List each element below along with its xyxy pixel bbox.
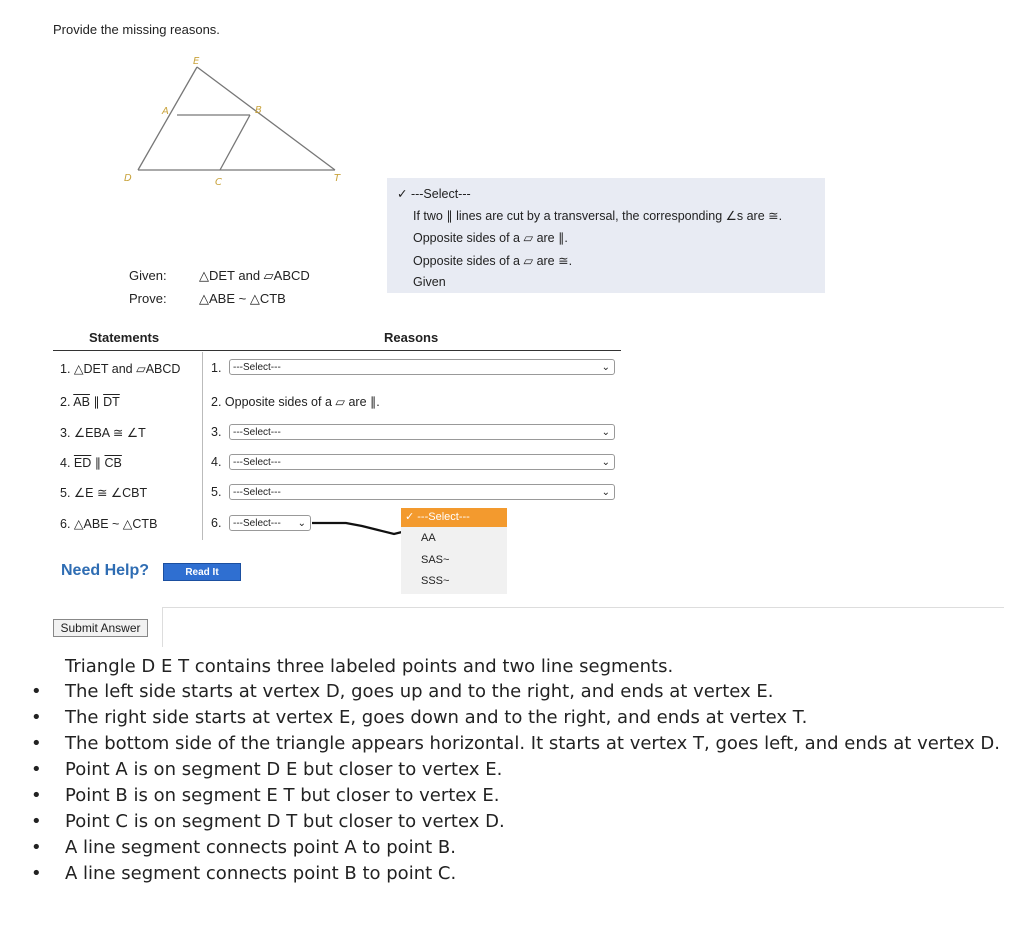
dropdown-option[interactable]: AA <box>421 532 436 544</box>
popup-option[interactable]: Given <box>413 275 446 289</box>
chevron-down-icon: ⌄ <box>601 427 610 438</box>
column-divider <box>202 352 203 540</box>
description-item: • The right side starts at vertex E, goes down and to the right, and ends at vertex T. <box>65 706 1010 729</box>
reason-6-select[interactable]: ---Select--- ⌄ <box>229 515 311 531</box>
chevron-down-icon: ⌄ <box>601 487 610 498</box>
segment-bc <box>220 115 250 170</box>
given-text: △DET and ▱ABCD <box>199 268 310 283</box>
reason-5-num: 5. <box>211 485 222 499</box>
label-e: E <box>193 56 200 67</box>
description-item: • Point C is on segment D T but closer to vertex D. <box>65 810 1010 833</box>
chevron-down-icon: ⌄ <box>297 518 306 529</box>
label-a: A <box>162 106 169 117</box>
label-c: C <box>215 177 222 188</box>
need-help-label: Need Help? <box>61 562 150 579</box>
chevron-down-icon: ⌄ <box>601 362 610 373</box>
description-item: • Point B is on segment E T but closer to vertex E. <box>65 784 1010 807</box>
panel-divider-horizontal <box>162 607 1004 608</box>
label-t: T <box>334 173 341 184</box>
reason-3-select[interactable]: ---Select--- ⌄ <box>229 424 615 440</box>
statement-1: 1. △DET and ▱ABCD <box>60 362 181 376</box>
prove-text: △ABE ~ △CTB <box>199 291 286 306</box>
read-it-button[interactable]: Read It <box>163 563 241 581</box>
popup-option[interactable]: If two ∥ lines are cut by a transversal, the corresponding ∠s are ≅. <box>413 209 783 223</box>
dropdown-option[interactable]: SSS~ <box>421 575 450 587</box>
prove-label: Prove: <box>129 291 167 306</box>
given-row <box>129 268 310 284</box>
reason-3-num: 3. <box>211 425 222 439</box>
chevron-down-icon: ⌄ <box>601 457 610 468</box>
description-item: • Point A is on segment D E but closer to vertex E. <box>65 758 1010 781</box>
dropdown-option-selected[interactable]: ✓ ---Select--- <box>401 508 507 527</box>
connector-arrow <box>310 514 410 544</box>
reason-5-select[interactable]: ---Select--- ⌄ <box>229 484 615 500</box>
reason-2-text: 2. Opposite sides of a ▱ are ∥. <box>211 395 380 409</box>
statement-3: 3. ∠EBA ≅ ∠T <box>60 426 146 440</box>
segment-et <box>197 67 335 170</box>
description-intro: Triangle D E T contains three labeled points and two line segments. <box>65 656 674 677</box>
panel-divider-vertical <box>162 607 163 647</box>
popup-option[interactable]: Opposite sides of a ▱ are ∥. <box>413 231 568 245</box>
given-label: Given: <box>129 268 167 283</box>
submit-answer-button[interactable]: Submit Answer <box>53 619 148 637</box>
reasons-header: Reasons <box>384 330 439 345</box>
label-b: B <box>255 105 262 116</box>
triangle-figure <box>110 55 350 195</box>
label-d: D <box>124 173 132 184</box>
reason-4-select[interactable]: ---Select--- ⌄ <box>229 454 615 470</box>
popup-option[interactable]: Opposite sides of a ▱ are ≅. <box>413 254 573 268</box>
reason-4-num: 4. <box>211 455 222 469</box>
statement-4: 4. $\overline{ED}$ ∥ $\overline{CB}$ <box>60 456 122 470</box>
reason-options-popup <box>387 178 825 293</box>
reason-1-num: 1. <box>211 361 222 375</box>
description-item: • The bottom side of the triangle appears horizontal. It starts at vertex T, goes left, and ends at vertex D. <box>65 732 1010 755</box>
statement-6: 6. △ABE ~ △CTB <box>60 517 158 531</box>
description-item: • A line segment connects point A to point B. <box>65 836 1010 859</box>
reason-6-dropdown-list <box>401 508 507 594</box>
prompt-text: Provide the missing reasons. <box>53 22 220 37</box>
header-divider <box>53 350 621 351</box>
popup-option[interactable]: ✓ ---Select--- <box>397 187 471 201</box>
description-item: • The left side starts at vertex D, goes up and to the right, and ends at vertex E. <box>65 680 1010 703</box>
dropdown-option[interactable]: SAS~ <box>421 554 450 566</box>
reason-1-select[interactable]: ---Select--- ⌄ <box>229 359 615 375</box>
statements-header: Statements <box>89 330 160 345</box>
figure-description <box>0 654 1010 888</box>
statement-5: 5. ∠E ≅ ∠CBT <box>60 486 148 500</box>
description-list <box>0 680 1010 885</box>
segment-de <box>138 67 197 170</box>
prove-row <box>129 291 286 307</box>
reason-6-num: 6. <box>211 516 222 530</box>
description-item: • A line segment connects point B to point C. <box>65 862 1010 885</box>
statement-2: 2. $\overline{AB}$ ∥ $\overline{DT}$ <box>60 395 120 409</box>
